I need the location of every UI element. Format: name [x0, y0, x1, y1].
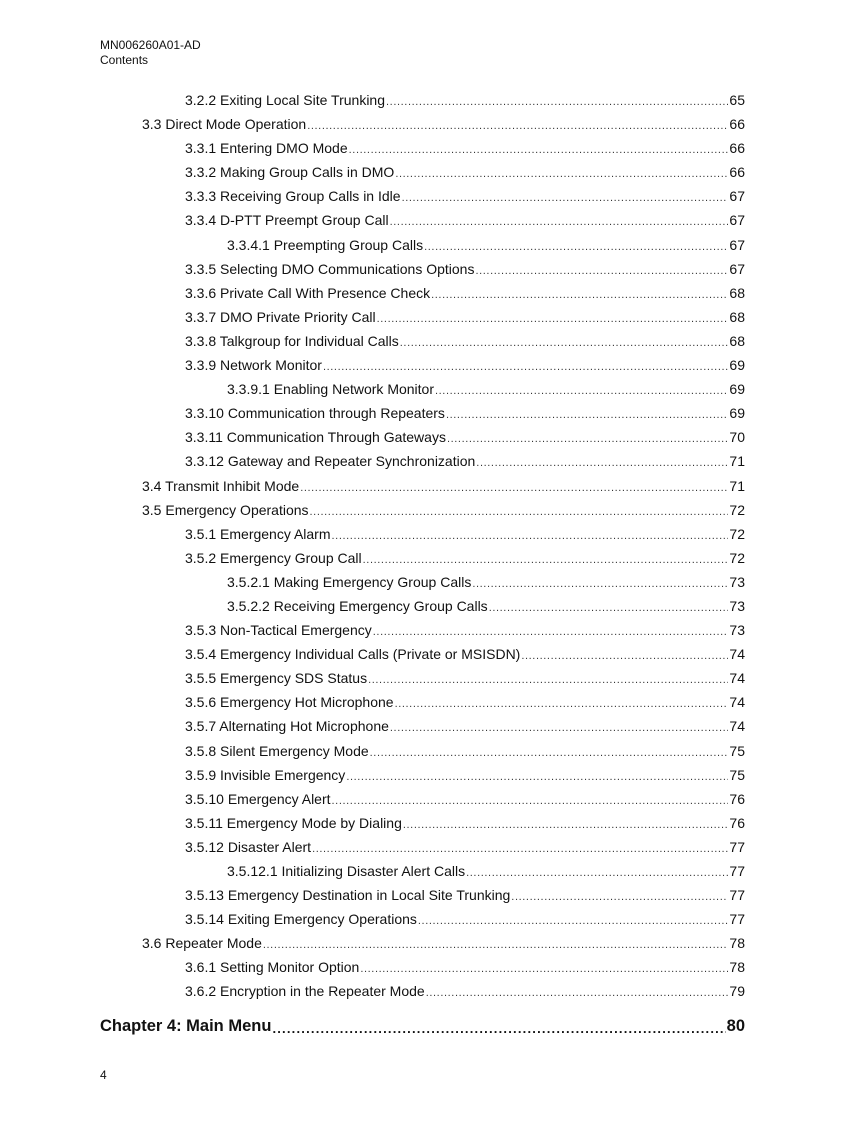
toc-entry-page: 65: [729, 92, 745, 108]
toc-entry-page: 71: [729, 477, 745, 494]
toc-entry-page: 66: [729, 140, 745, 157]
toc-entry-page: 66: [729, 164, 745, 181]
toc-entry-page: 78: [729, 959, 745, 976]
toc-entry-page: 73: [729, 597, 745, 614]
toc-entry[interactable]: [0, 718, 866, 742]
toc-entry[interactable]: [0, 598, 866, 622]
toc-entry-page: 74: [729, 670, 745, 687]
toc-entry-page: 69: [729, 357, 745, 374]
toc-entry[interactable]: [0, 863, 866, 887]
toc-entry-title: 3.5.13 Emergency Destination in Local Site Trunking: [185, 887, 511, 904]
toc-entry-title: Chapter 4: Main Menu: [100, 1016, 272, 1035]
dot-leader: [466, 867, 728, 879]
toc-entry-page: 68: [729, 332, 745, 349]
dot-leader: [263, 939, 729, 951]
dot-leader: [402, 192, 729, 204]
toc-entry[interactable]: [0, 212, 866, 236]
toc-entry[interactable]: [0, 333, 866, 357]
toc-entry-title: 3.5.2 Emergency Group Call: [185, 549, 362, 566]
toc-entry[interactable]: [0, 743, 866, 767]
toc-entry-title: 3.5.2.2 Receiving Emergency Group Calls: [227, 597, 488, 614]
dot-leader: [403, 819, 729, 831]
toc-entry-title: 3.4 Transmit Inhibit Mode: [142, 477, 300, 494]
toc-entry-title: 3.6.1 Setting Monitor Option: [185, 959, 360, 976]
toc-entry[interactable]: [0, 646, 866, 670]
toc-entry-title: 3.2.2 Exiting Local Site Trunking: [185, 92, 386, 108]
dot-leader: [368, 674, 728, 686]
dot-leader: [511, 891, 728, 903]
dot-leader: [332, 530, 729, 542]
toc-entry[interactable]: [0, 887, 866, 911]
toc-entry-page: 72: [729, 549, 745, 566]
toc-entry-page: 67: [729, 188, 745, 205]
toc-entry-title: 3.5.12 Disaster Alert: [185, 838, 312, 855]
dot-leader: [395, 698, 729, 710]
toc-entry-page: 79: [729, 983, 745, 1000]
dot-leader: [386, 96, 728, 108]
dot-leader: [489, 602, 729, 614]
toc-entry-page: 67: [729, 212, 745, 229]
toc-entry-page: 67: [729, 236, 745, 253]
dot-leader: [346, 771, 728, 783]
toc-entry-page: 69: [729, 405, 745, 422]
toc-entry-page: 76: [729, 814, 745, 831]
toc-entry-page: 72: [729, 501, 745, 518]
toc-entry-title: 3.5 Emergency Operations: [142, 501, 309, 518]
toc-entry-title: 3.3.8 Talkgroup for Individual Calls: [185, 332, 399, 349]
toc-entry[interactable]: [0, 140, 866, 164]
toc-entry-title: 3.3.4.1 Preempting Group Calls: [227, 236, 424, 253]
dot-leader: [312, 843, 728, 855]
toc-entry[interactable]: [0, 526, 866, 550]
toc-entry-title: 3.3.6 Private Call With Presence Check: [185, 284, 431, 301]
toc-entry-page: 76: [729, 790, 745, 807]
dot-leader: [377, 313, 729, 325]
dot-leader: [476, 457, 728, 469]
toc-entry[interactable]: [0, 767, 866, 791]
dot-leader: [310, 506, 729, 518]
dot-leader: [300, 482, 728, 494]
toc-entry[interactable]: [0, 285, 866, 309]
toc-entry-page: 74: [729, 694, 745, 711]
toc-entry-page: 74: [729, 646, 745, 663]
dot-leader: [363, 554, 729, 566]
dot-leader: [323, 361, 728, 373]
dot-leader: [390, 722, 729, 734]
page-header: [100, 38, 201, 68]
toc-entry-page: 71: [729, 453, 745, 470]
toc-entry-title: 3.5.10 Emergency Alert: [185, 790, 331, 807]
dot-leader: [424, 241, 728, 253]
toc-entry[interactable]: [0, 478, 866, 502]
toc-entry-page: 72: [729, 525, 745, 542]
toc-entry-title: 3.3.5 Selecting DMO Communications Options: [185, 260, 475, 277]
toc-entry-title: 3.5.4 Emergency Individual Calls (Private or MSISDN): [185, 646, 521, 663]
dot-leader: [472, 578, 728, 590]
toc-entry-title: 3.5.8 Silent Emergency Mode: [185, 742, 369, 759]
toc-entry[interactable]: [0, 357, 866, 381]
toc-entry-title: 3.3 Direct Mode Operation: [142, 116, 307, 133]
toc-entry-title: 3.5.3 Non-Tactical Emergency: [185, 622, 372, 639]
toc-entry[interactable]: [0, 188, 866, 212]
dot-leader: [349, 144, 729, 156]
toc-entry-title: 3.3.3 Receiving Group Calls in Idle: [185, 188, 401, 205]
toc-entry[interactable]: [0, 92, 866, 116]
toc-entry[interactable]: [0, 959, 866, 983]
toc-entry-title: 3.5.9 Invisible Emergency: [185, 766, 346, 783]
toc-entry[interactable]: [0, 983, 866, 1007]
toc-entry-page: 77: [729, 863, 745, 879]
dot-leader: [447, 433, 728, 445]
dot-leader: [400, 337, 729, 349]
toc-entry-title: 3.5.1 Emergency Alarm: [185, 525, 331, 542]
toc-entry-title: 3.5.14 Exiting Emergency Operations: [185, 911, 417, 928]
toc-chapter-entry[interactable]: [0, 1008, 866, 1038]
toc-entry-page: 75: [729, 766, 745, 783]
toc-entry-title: 3.3.4 D-PTT Preempt Group Call: [185, 212, 389, 229]
toc-entry[interactable]: [0, 116, 866, 140]
toc-entry-page: 74: [729, 718, 745, 735]
toc-entry[interactable]: [0, 405, 866, 429]
dot-leader: [272, 1021, 725, 1036]
document-id: MN006260A01-AD: [100, 38, 201, 52]
toc-entry-page: 73: [729, 573, 745, 590]
toc-entry[interactable]: [0, 815, 866, 839]
dot-leader: [426, 987, 729, 999]
toc-entry-title: 3.5.2.1 Making Emergency Group Calls: [227, 573, 472, 590]
toc-entry[interactable]: [0, 237, 866, 261]
toc-entry[interactable]: [0, 935, 866, 959]
toc-entry-page: 70: [729, 429, 745, 446]
toc-entry[interactable]: [0, 670, 866, 694]
toc-entry[interactable]: [0, 381, 866, 405]
toc-entry[interactable]: [0, 791, 866, 815]
toc-entry-title: 3.5.12.1 Initializing Disaster Alert Calls: [227, 863, 466, 879]
toc-entry-page: 77: [729, 887, 745, 904]
toc-entry-page: 77: [729, 911, 745, 928]
toc-entry-page: 73: [729, 622, 745, 639]
page-number: 4: [100, 1068, 107, 1082]
dot-leader: [370, 747, 729, 759]
toc-entry-title: 3.3.7 DMO Private Priority Call: [185, 308, 376, 325]
toc-entry-title: 3.3.9.1 Enabling Network Monitor: [227, 381, 434, 398]
toc-entry-title: 3.3.1 Entering DMO Mode: [185, 140, 348, 157]
dot-leader: [373, 626, 729, 638]
toc-entry-title: 3.5.11 Emergency Mode by Dialing: [185, 814, 402, 831]
toc-entry-page: 80: [726, 1016, 745, 1035]
toc-entry[interactable]: [0, 429, 866, 453]
dot-leader: [475, 265, 728, 277]
section-title: Contents: [100, 53, 149, 67]
toc-entry[interactable]: [0, 502, 866, 526]
toc-entry[interactable]: [0, 911, 866, 935]
toc-entry-title: 3.5.6 Emergency Hot Microphone: [185, 694, 394, 711]
toc-entry-page: 68: [729, 308, 745, 325]
toc-entry-page: 77: [729, 838, 745, 855]
toc-entry-page: 75: [729, 742, 745, 759]
dot-leader: [418, 915, 729, 927]
dot-leader: [435, 385, 728, 397]
toc-entry[interactable]: [0, 550, 866, 574]
toc-entry-page: 67: [729, 260, 745, 277]
toc-entry-title: 3.5.5 Emergency SDS Status: [185, 670, 368, 687]
toc-entry-title: 3.6.2 Encryption in the Repeater Mode: [185, 983, 425, 1000]
table-of-contents: [0, 92, 866, 1038]
dot-leader: [360, 963, 728, 975]
toc-entry[interactable]: [0, 694, 866, 718]
toc-entry-title: 3.3.10 Communication through Repeaters: [185, 405, 445, 422]
dot-leader: [395, 168, 728, 180]
dot-leader: [390, 216, 729, 228]
toc-entry-page: 78: [729, 935, 745, 952]
dot-leader: [332, 795, 729, 807]
toc-entry-page: 69: [729, 381, 745, 398]
toc-entry-page: 68: [729, 284, 745, 301]
toc-entry-page: 66: [729, 116, 745, 133]
toc-entry[interactable]: [0, 622, 866, 646]
dot-leader: [431, 289, 728, 301]
dot-leader: [446, 409, 728, 421]
toc-entry[interactable]: [0, 839, 866, 863]
toc-entry-title: 3.5.7 Alternating Hot Microphone: [185, 718, 389, 735]
toc-entry[interactable]: [0, 164, 866, 188]
toc-entry-title: 3.3.9 Network Monitor: [185, 357, 322, 374]
toc-entry-title: 3.3.11 Communication Through Gateways: [185, 429, 446, 446]
toc-entry[interactable]: [0, 574, 866, 598]
toc-entry[interactable]: [0, 453, 866, 477]
dot-leader: [307, 120, 728, 132]
dot-leader: [521, 650, 728, 662]
toc-entry[interactable]: [0, 309, 866, 333]
toc-entry-title: 3.3.2 Making Group Calls in DMO: [185, 164, 395, 181]
toc-entry-title: 3.3.12 Gateway and Repeater Synchronization: [185, 453, 476, 470]
toc-entry[interactable]: [0, 261, 866, 285]
toc-entry-title: 3.6 Repeater Mode: [142, 935, 262, 952]
